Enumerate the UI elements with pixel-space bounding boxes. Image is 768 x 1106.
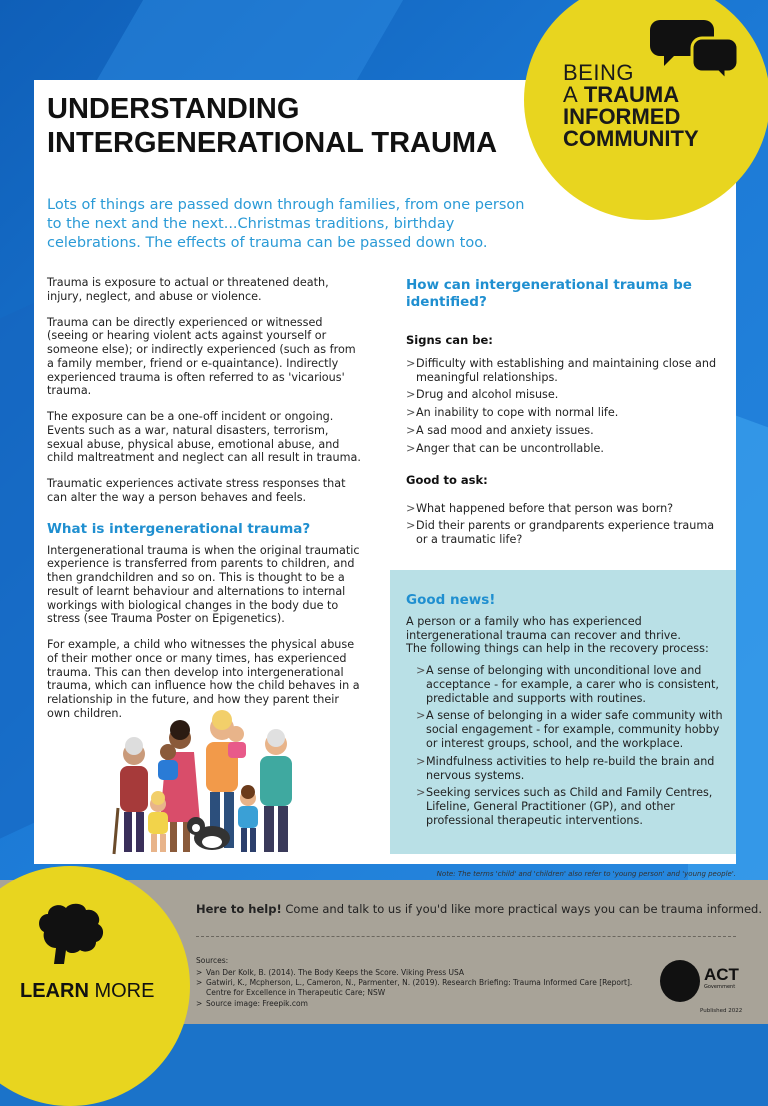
list-item: > A sense of belonging in a wider safe community with social engagement - for example, community hobby or interest groups, school, and the workplace.	[416, 709, 726, 750]
help-body: Come and talk to us if you'd like more practical ways you can be trauma informed.	[281, 902, 762, 916]
list-item: > What happened before that person was born?	[406, 502, 722, 516]
list-item: > Difficulty with establishing and maintaining close and meaningful relationships.	[406, 357, 722, 385]
divider	[196, 936, 736, 937]
paragraph: For example, a child who witnesses the physical abuse of their mother once or many times, has experienced trauma. This can then develop into intergenerational trauma, which can influence how the child behaves in a relationship in the future, and how they parent their own children.	[47, 638, 360, 721]
paragraph: A person or a family who has experienced intergenerational trauma can recover and thrive.	[406, 614, 681, 642]
crest-icon	[660, 960, 700, 1002]
section-heading: Good news!	[406, 592, 496, 608]
paragraph: Trauma can be directly experienced or witnessed (seeing or hearing violent acts against yourself or someone else); or indirectly experienced (such as from a family member, friend or e-quaintance). Indirectly experienced trauma is often referred to as 'vicarious' trauma.	[47, 315, 356, 398]
list-item: > Seeking services such as Child and Family Centres, Lifeline, General Practitioner (GP), and other professional therapeutic interventions.	[416, 786, 726, 827]
sources-label: Sources:	[196, 956, 229, 965]
right-column	[406, 277, 722, 559]
family-illustration	[100, 708, 310, 860]
good-news-intro	[406, 615, 726, 656]
list-item: > A sense of belonging with unconditional love and acceptance - for example, a carer who is consistent, predictable and supports with routines.	[416, 664, 726, 705]
learn-word: MORE	[94, 980, 155, 1002]
badge-word: TRAUMA	[583, 82, 680, 107]
badge-line: INFORMED	[563, 104, 681, 129]
ask-label: Good to ask:	[406, 473, 488, 488]
sources-list	[196, 968, 646, 1009]
page-title	[47, 92, 527, 160]
logo-sub: Government	[704, 984, 736, 990]
title-line: INTERGENERATIONAL TRAUMA	[47, 127, 498, 160]
badge-word: A	[563, 82, 578, 107]
brain-icon	[30, 902, 110, 974]
list-item: > Drug and alcohol misuse.	[406, 388, 722, 402]
badge-line: BEING	[563, 60, 634, 85]
source-item: > Source image: Freepik.com	[196, 999, 646, 1009]
logo-name: ACT	[704, 965, 739, 984]
list-item: > Did their parents or grandparents experience trauma or a traumatic life?	[406, 519, 722, 547]
published-date: Published 2022	[700, 1008, 743, 1014]
badge-line: COMMUNITY	[563, 126, 699, 151]
help-text	[196, 902, 762, 916]
list-item: > A sad mood and anxiety issues.	[406, 424, 722, 438]
badge-line	[563, 84, 753, 106]
badge-text	[563, 62, 753, 150]
source-item: > Gatwiri, K., Mcpherson, L., Cameron, N., Parmenter, N. (2019). Research Briefing: Trauma Informed Care [Report]. Centre for Excellence in Therapeutic Care; NSW	[196, 978, 646, 998]
section-heading: How can intergenerational trauma be identified?	[406, 277, 692, 310]
help-bold: Here to help!	[196, 902, 282, 916]
paragraph: The following things can help in the recovery process:	[406, 642, 709, 656]
recovery-list	[416, 664, 726, 827]
ask-list	[406, 502, 722, 547]
paragraph: Trauma is exposure to actual or threatened death, injury, neglect, and abuse or violence.	[47, 276, 329, 303]
learn-more-label	[20, 980, 154, 1003]
left-column	[47, 276, 365, 733]
paragraph: Traumatic experiences activate stress responses that can alter the way a person behaves and feels.	[47, 477, 346, 504]
signs-label: Signs can be:	[406, 332, 493, 347]
title-line: UNDERSTANDING	[47, 93, 300, 125]
good-news-box	[390, 570, 736, 854]
paragraph: The exposure can be a one-off incident or ongoing. Events such as a war, natural disasters, terrorism, sexual abuse, physical abuse, emotional abuse, and child maltreatment and neglect can all result in trauma.	[47, 410, 361, 465]
learn-word: LEARN	[20, 980, 89, 1002]
list-item: > An inability to cope with normal life.	[406, 406, 722, 420]
terms-note: Note: The terms 'child' and 'children' also refer to 'young person' and 'young people'.	[436, 870, 736, 878]
list-item: > Anger that can be uncontrollable.	[406, 442, 722, 456]
act-government-logo	[660, 960, 750, 1010]
sources	[196, 956, 646, 1009]
intro-text: Lots of things are passed down through families, from one person to the next and the next...Christmas traditions, birthday celebrations. The effects of trauma can be passed down too.	[47, 197, 525, 251]
paragraph: Intergenerational trauma is when the original traumatic experience is transferred from parents to children, and then grandchildren and so on. This is thought to be a result of learnt behaviour and alternations to internal workings with biological changes in the body due to stress (see Trauma Poster on Epigenetics).	[47, 543, 360, 626]
signs-list	[406, 357, 722, 456]
list-item: > Mindfulness activities to help re-build the brain and nervous systems.	[416, 755, 726, 783]
section-heading: What is intergenerational trauma?	[47, 520, 311, 537]
good-news-content	[406, 592, 726, 840]
source-item: > Van Der Kolk, B. (2014). The Body Keeps the Score. Viking Press USA	[196, 968, 646, 978]
